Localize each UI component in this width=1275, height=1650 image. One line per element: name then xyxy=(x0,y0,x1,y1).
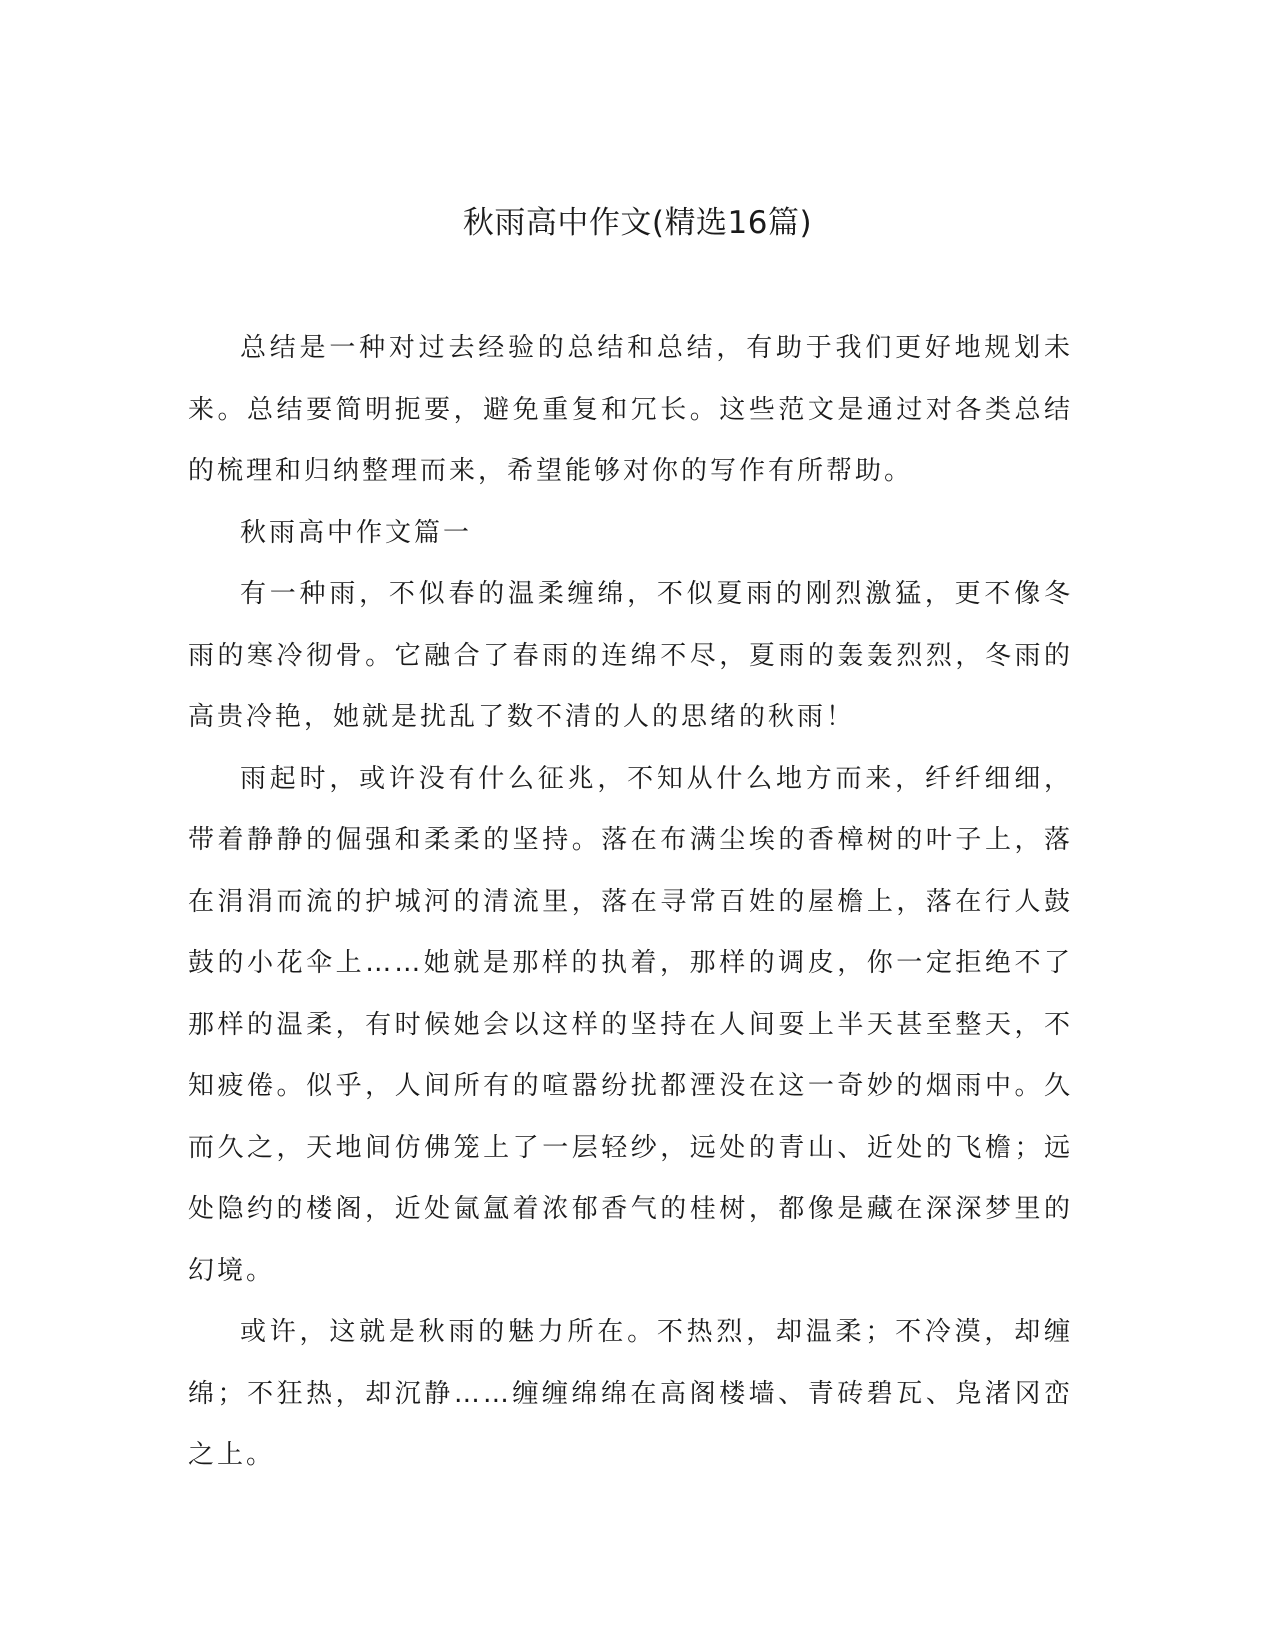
section-heading: 秋雨高中作文篇一 xyxy=(240,517,473,548)
body-paragraph: 有一种雨，不似春的温柔缠绵，不似夏雨的刚烈激猛，更不像冬雨的寒冷彻骨。它融合了春雨的连绵不尽，夏雨的轰轰烈烈，冬雨的高贵冷艳，她就是扰乱了数不清的人的思绪的秋雨！ xyxy=(188,579,1073,732)
body-paragraph: 雨起时，或许没有什么征兆，不知从什么地方而来，纤纤细细，带着静静的倔强和柔柔的坚持。落在布满尘埃的香樟树的叶子上，落在涓涓而流的护城河的清流里，落在寻常百姓的屋檐上，落在行人鼓鼓的小花伞上……她就是那样的执着，那样的调皮，你一定拒绝不了那样的温柔，有时候她会以这样的坚持在人间耍上半天甚至整天，不知疲倦。似乎，人间所有的喧嚣纷扰都湮没在这一奇妙的烟雨中。久而久之，天地间仿佛笼上了一层轻纱，远处的青山、近处的飞檐；远处隐约的楼阁，近处氤氲着浓郁香气的桂树，都像是藏在深深梦里的幻境。 xyxy=(188,763,1073,1286)
body-paragraph: 或许，这就是秋雨的魅力所在。不热烈，却温柔；不冷漠，却缠绵；不狂热，却沉静……缠缠绵绵在高阁楼墙、青砖碧瓦、凫渚冈峦之上。 xyxy=(188,1317,1073,1470)
intro-paragraph: 总结是一种对过去经验的总结和总结，有助于我们更好地规划未来。总结要简明扼要，避免重复和冗长。这些范文是通过对各类总结的梳理和归纳整理而来，希望能够对你的写作有所帮助。 xyxy=(188,333,1073,486)
document-title: 秋雨高中作文(精选16篇) xyxy=(462,205,813,241)
document-body xyxy=(188,318,1073,1487)
